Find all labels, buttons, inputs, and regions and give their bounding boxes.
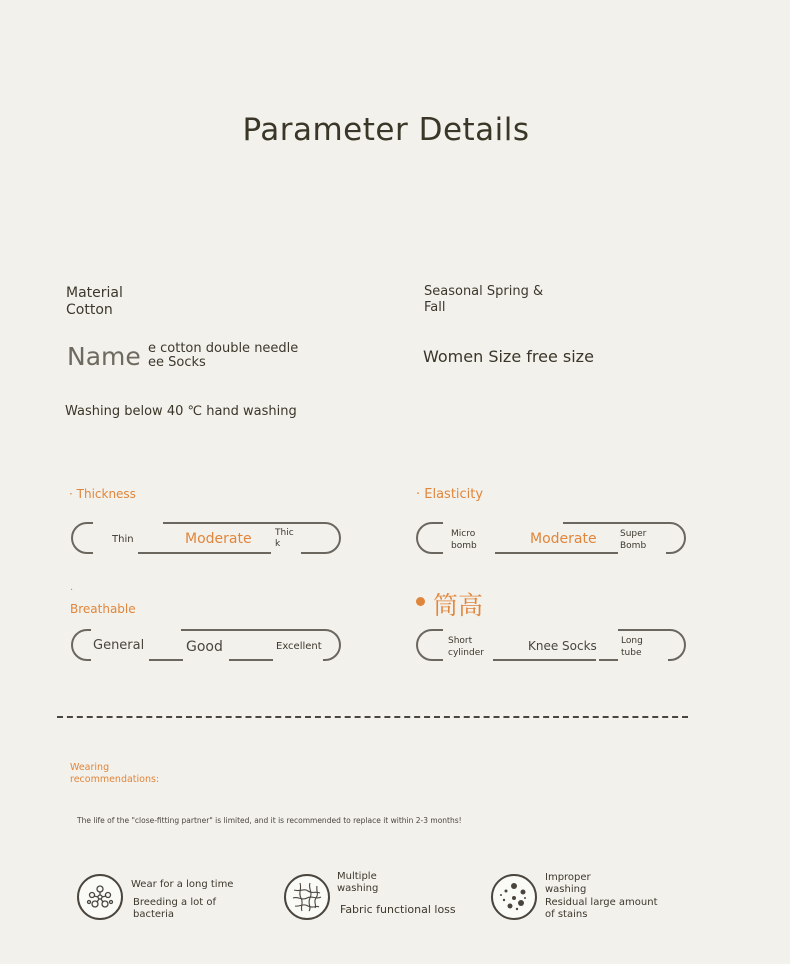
material-line2: Cotton <box>66 302 113 318</box>
elasticity-right-l2: Bomb <box>620 541 647 551</box>
elasticity-title: · Elasticity <box>416 487 484 502</box>
tube-left <box>448 635 484 659</box>
elasticity-left-l1: Micro <box>451 529 476 539</box>
breathable-dot: · <box>70 585 74 596</box>
tube-right-l1: Long <box>621 636 643 646</box>
tube-dot <box>416 597 425 606</box>
tip1-body-l2: bacteria <box>133 909 175 920</box>
fiber-icon <box>284 874 330 920</box>
name-line1: e cotton double needle <box>148 342 299 356</box>
thickness-right-l1: Thic <box>275 528 294 538</box>
material-text <box>66 285 123 319</box>
elasticity-left-l2: bomb <box>451 541 477 551</box>
tube-left-l2: cylinder <box>448 648 484 658</box>
breathable-mid: Good <box>186 639 223 655</box>
breathable-left: General <box>93 638 145 653</box>
breathable-right: Excellent <box>276 641 322 652</box>
tip2-head-l1: Multiple <box>337 871 377 882</box>
tip2-body: Fabric functional loss <box>340 903 456 916</box>
washing-text: Washing below 40 ℃ hand washing <box>65 404 297 419</box>
page-title: Parameter Details <box>242 112 530 148</box>
tip3-body-l2: of stains <box>545 909 588 920</box>
tip3-body <box>545 897 658 921</box>
tube-scale <box>416 629 686 661</box>
breathable-title: Breathable <box>70 602 136 616</box>
bacteria-icon <box>77 874 123 920</box>
name-line2: ee Socks <box>148 355 206 370</box>
recommend-title <box>70 762 159 786</box>
thickness-scale <box>71 522 341 554</box>
thickness-title: · Thickness <box>69 487 136 501</box>
tube-left-l1: Short <box>448 636 473 646</box>
tip2-head <box>337 871 378 895</box>
tube-right-l2: tube <box>621 648 642 658</box>
tip1-body <box>133 897 216 921</box>
tube-mid: Knee Socks <box>528 639 597 653</box>
name-label: Name <box>67 342 141 371</box>
stains-icon <box>491 874 537 920</box>
tip3-head <box>545 872 591 896</box>
tube-title: 筒高 <box>433 591 484 620</box>
recommend-note: The life of the "close-fitting partner" is limited, and it is recommended to replace it within 2-3 months! <box>77 816 462 825</box>
recommend-title-l1: Wearing <box>70 762 110 773</box>
season-text <box>424 284 543 316</box>
tube-right <box>621 635 643 659</box>
elasticity-scale <box>416 522 686 554</box>
season-line1: Seasonal Spring & <box>424 284 544 299</box>
elasticity-right-l1: Super <box>620 529 647 539</box>
breathable-scale <box>71 629 341 661</box>
elasticity-mid: Moderate <box>530 531 597 547</box>
women-size: Women Size free size <box>423 347 594 366</box>
thickness-right-l2: k <box>275 539 281 549</box>
thickness-right <box>275 528 294 550</box>
tip3-head-l2: washing <box>545 884 587 895</box>
tip3-head-l1: Improper <box>545 872 591 883</box>
name-value <box>148 342 308 370</box>
dashed-divider <box>57 716 688 718</box>
tip2-head-l2: washing <box>337 883 379 894</box>
thickness-left: Thin <box>112 534 134 545</box>
thickness-mid: Moderate <box>185 531 252 547</box>
tip1-body-l1: Breeding a lot of <box>133 897 216 908</box>
tip1-head: Wear for a long time <box>131 879 234 890</box>
season-line2: Fall <box>424 300 446 315</box>
material-line1: Material <box>66 285 123 301</box>
tip3-body-l1: Residual large amount <box>545 897 658 908</box>
elasticity-right <box>620 528 646 552</box>
elasticity-left <box>451 528 477 552</box>
recommend-title-l2: recommendations: <box>70 774 160 785</box>
